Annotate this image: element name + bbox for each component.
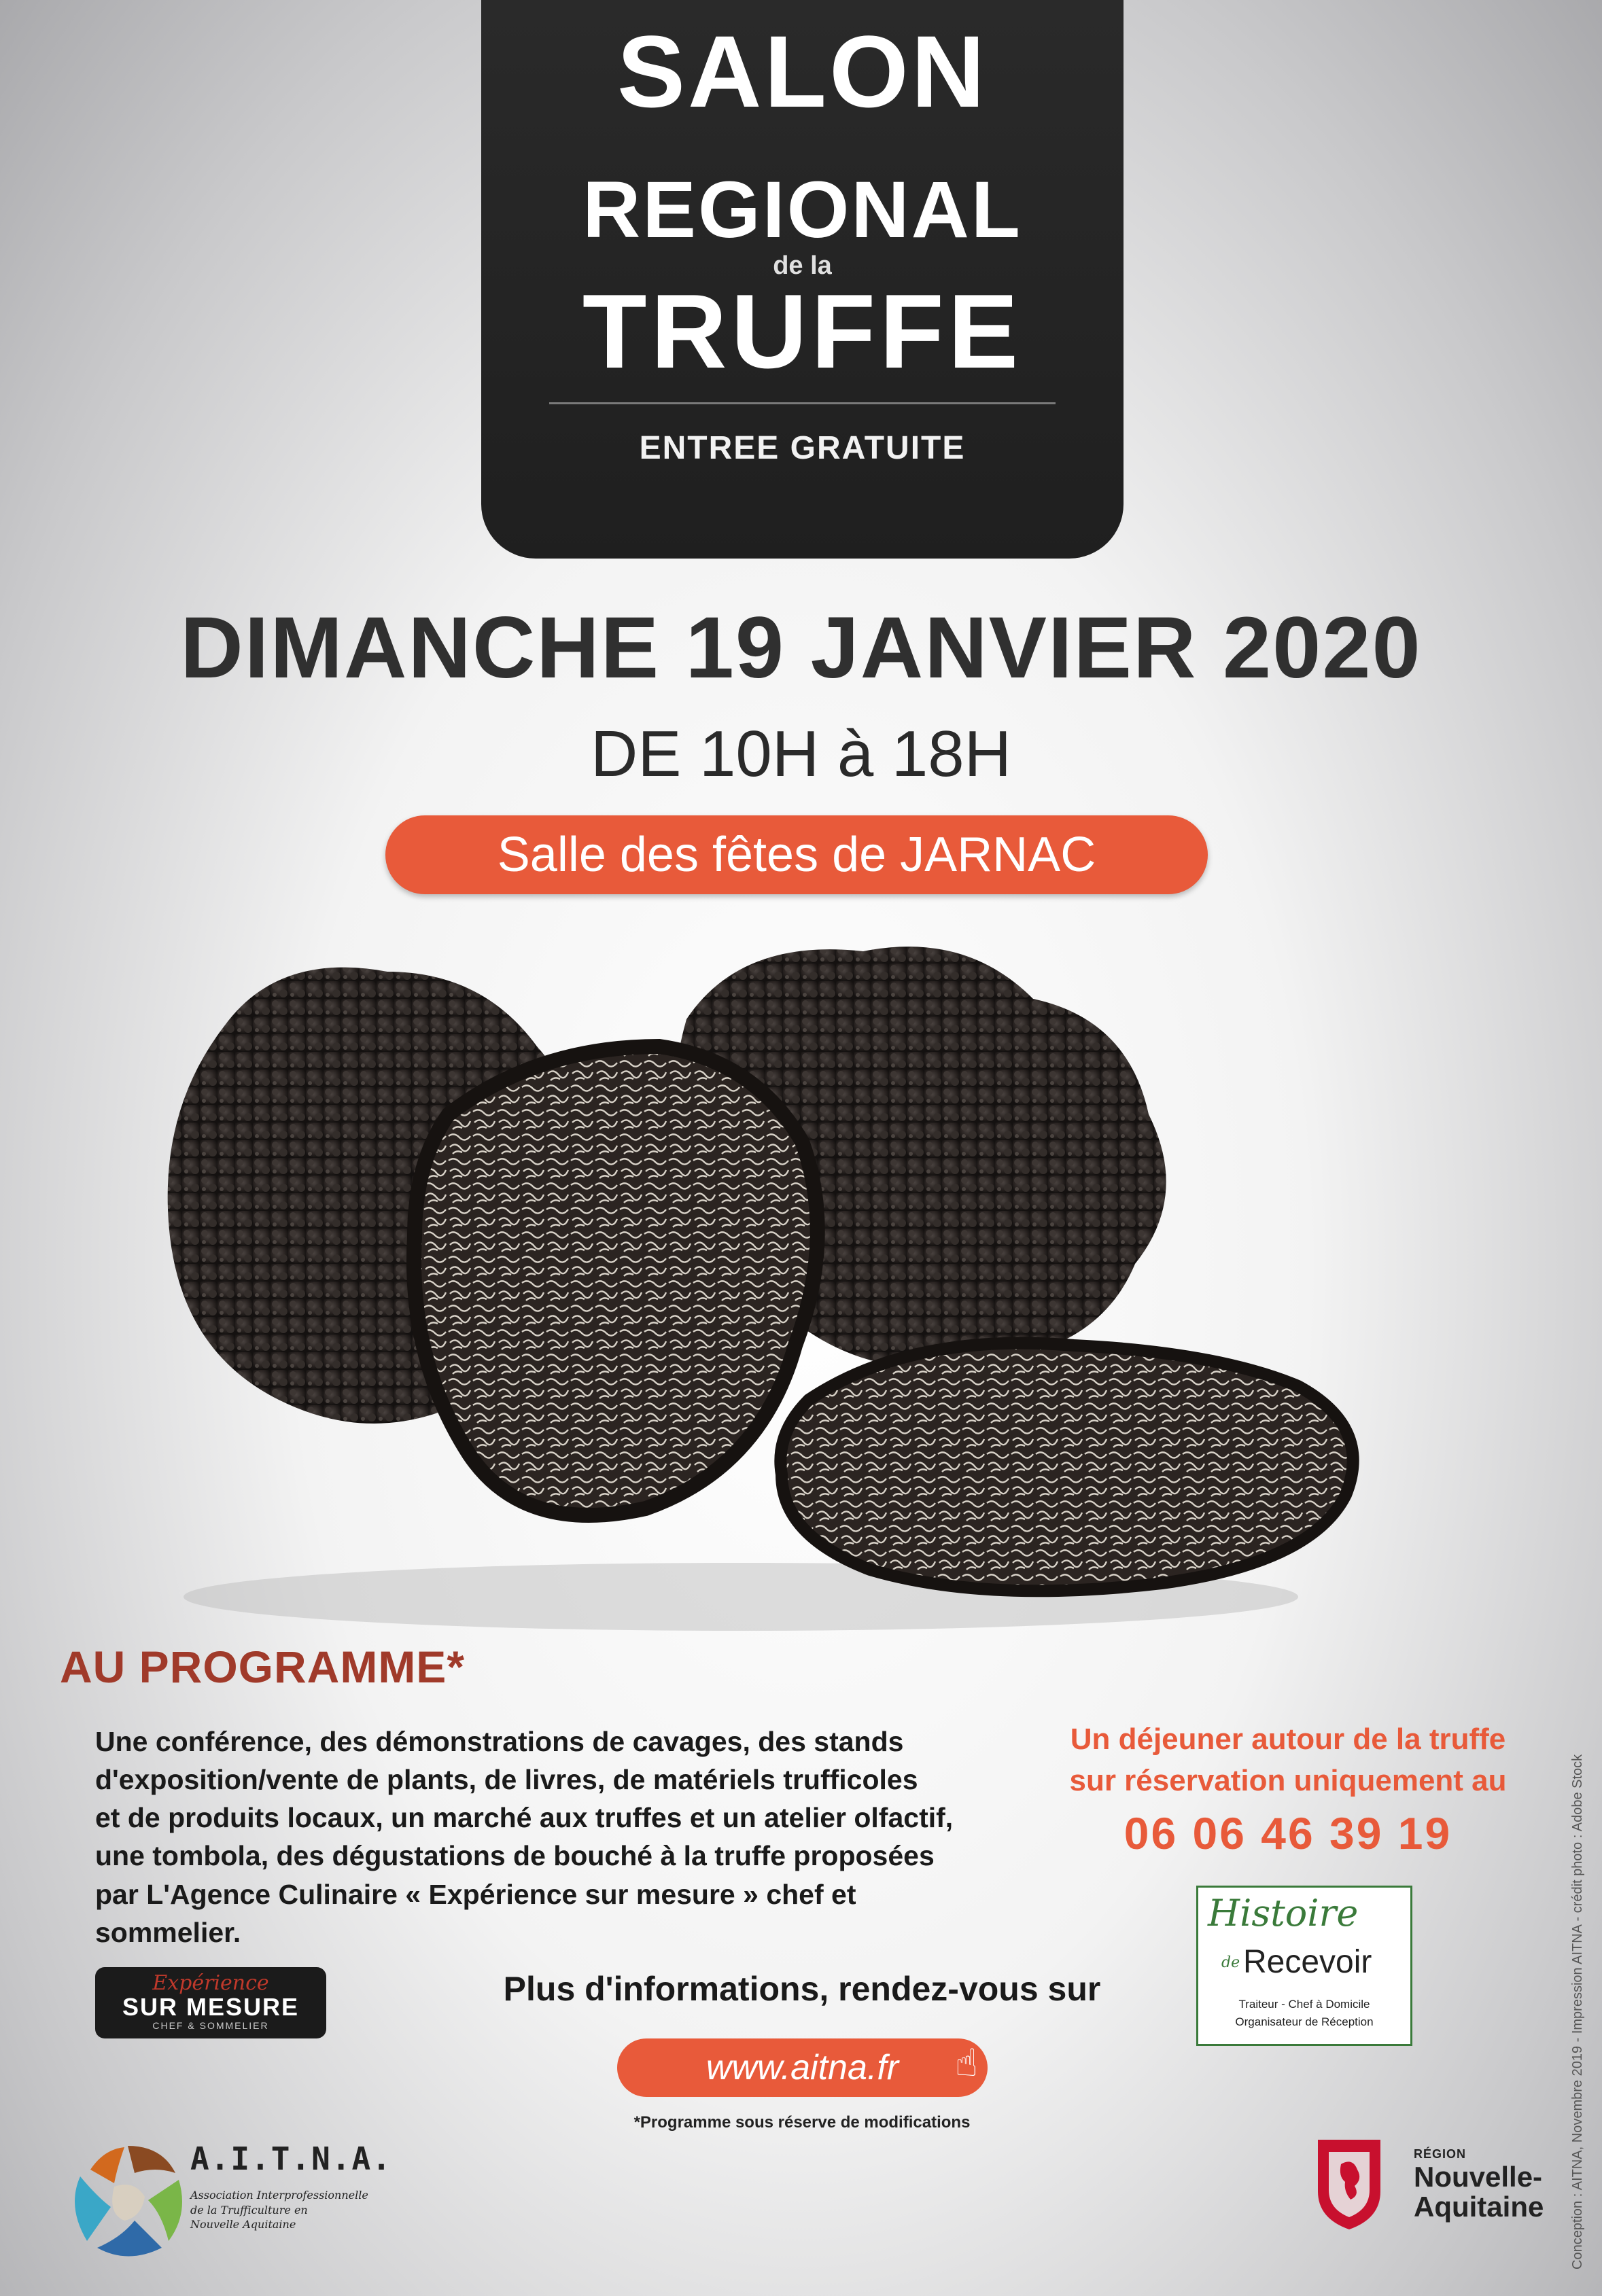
event-date: DIMANCHE 19 JANVIER 2020 — [180, 599, 1422, 696]
hand-pointer-icon: ☝ — [954, 2041, 978, 2084]
histoire-tagline-2: Organisateur de Réception — [1235, 2015, 1374, 2028]
region-shield-icon — [1315, 2137, 1383, 2232]
experience-sur-mesure-logo — [95, 1967, 326, 2038]
title-de-la: de la — [773, 251, 832, 280]
aitna-desc-line: Nouvelle Aquitaine — [190, 2218, 296, 2231]
title-block — [481, 0, 1124, 559]
programme-line: Une conférence, des démonstrations de cavages, des stands — [95, 1726, 904, 1757]
aitna-name: A.I.T.N.A. — [190, 2140, 392, 2177]
disclaimer: *Programme sous réserve de modifications — [633, 2113, 971, 2132]
aitna-desc-line: de la Trufficulture en — [190, 2203, 308, 2216]
sur-mesure-sub: CHEF & SOMMELIER — [152, 2020, 269, 2031]
programme-line: et de produits locaux, un marché aux truffes et un atelier olfactif, — [95, 1802, 954, 1834]
website-link[interactable] — [617, 2038, 988, 2097]
truffles-photo — [129, 911, 1482, 1651]
histoire-tagline-1: Traiteur - Chef à Domicile — [1238, 1998, 1370, 2011]
histoire-de-label: de — [1221, 1954, 1240, 1971]
phone-number[interactable]: 06 06 46 39 19 — [1124, 1808, 1452, 1858]
programme-line: par L'Agence Culinaire « Expérience sur mesure » chef et — [95, 1878, 856, 1910]
dejeuner-line: Un déjeuner autour de la truffe — [1070, 1723, 1506, 1756]
entree-gratuite: ENTREE GRATUITE — [639, 430, 966, 466]
sur-mesure-label: SUR MESURE — [122, 1993, 300, 2021]
programme-title: AU PROGRAMME* — [60, 1642, 466, 1692]
programme-line: une tombola, des dégustations de bouché à la truffe proposées — [95, 1840, 935, 1872]
title-regional: REGIONAL — [582, 165, 1022, 255]
programme-line: sommelier. — [95, 1916, 241, 1948]
dejeuner-line: sur réservation uniquement au — [1069, 1763, 1507, 1797]
region-label-small: RÉGION — [1414, 2147, 1467, 2161]
recevoir-label: Recevoir — [1243, 1944, 1372, 1980]
programme-text — [95, 1723, 1013, 1951]
aitna-description — [190, 2188, 449, 2232]
credit-line: Conception : AITNA, Novembre 2019 - Impression AITNA - crédit photo : Adobe Stock — [1570, 1754, 1585, 2269]
region-name-line: Aquitaine — [1414, 2191, 1544, 2223]
truffle-slice-front — [780, 1343, 1353, 1591]
event-hours: DE 10H à 18H — [591, 718, 1011, 790]
website-label[interactable]: www.aitna.fr — [706, 2048, 899, 2087]
dejeuner-info — [1033, 1719, 1543, 1801]
region-name-line: Nouvelle- — [1414, 2161, 1543, 2193]
aitna-logo-icon — [60, 2132, 196, 2268]
experience-label: Expérience — [152, 1971, 269, 1995]
region-name — [1414, 2162, 1544, 2222]
histoire-label: Histoire — [1208, 1892, 1359, 1935]
histoire-de-recevoir-logo — [1196, 1886, 1412, 2046]
event-venue: Salle des fêtes de JARNAC — [385, 815, 1208, 894]
title-divider — [549, 402, 1056, 404]
programme-line: d'exposition/vente de plants, de livres, de matériels trufficoles — [95, 1764, 918, 1796]
aitna-desc-line: Association Interprofessionnelle — [190, 2189, 368, 2202]
title-salon: SALON — [617, 14, 988, 128]
more-info-text: Plus d'informations, rendez-vous sur — [503, 1970, 1101, 2008]
title-truffe: TRUFFE — [582, 272, 1023, 390]
truffle-slice-center — [414, 1046, 818, 1515]
